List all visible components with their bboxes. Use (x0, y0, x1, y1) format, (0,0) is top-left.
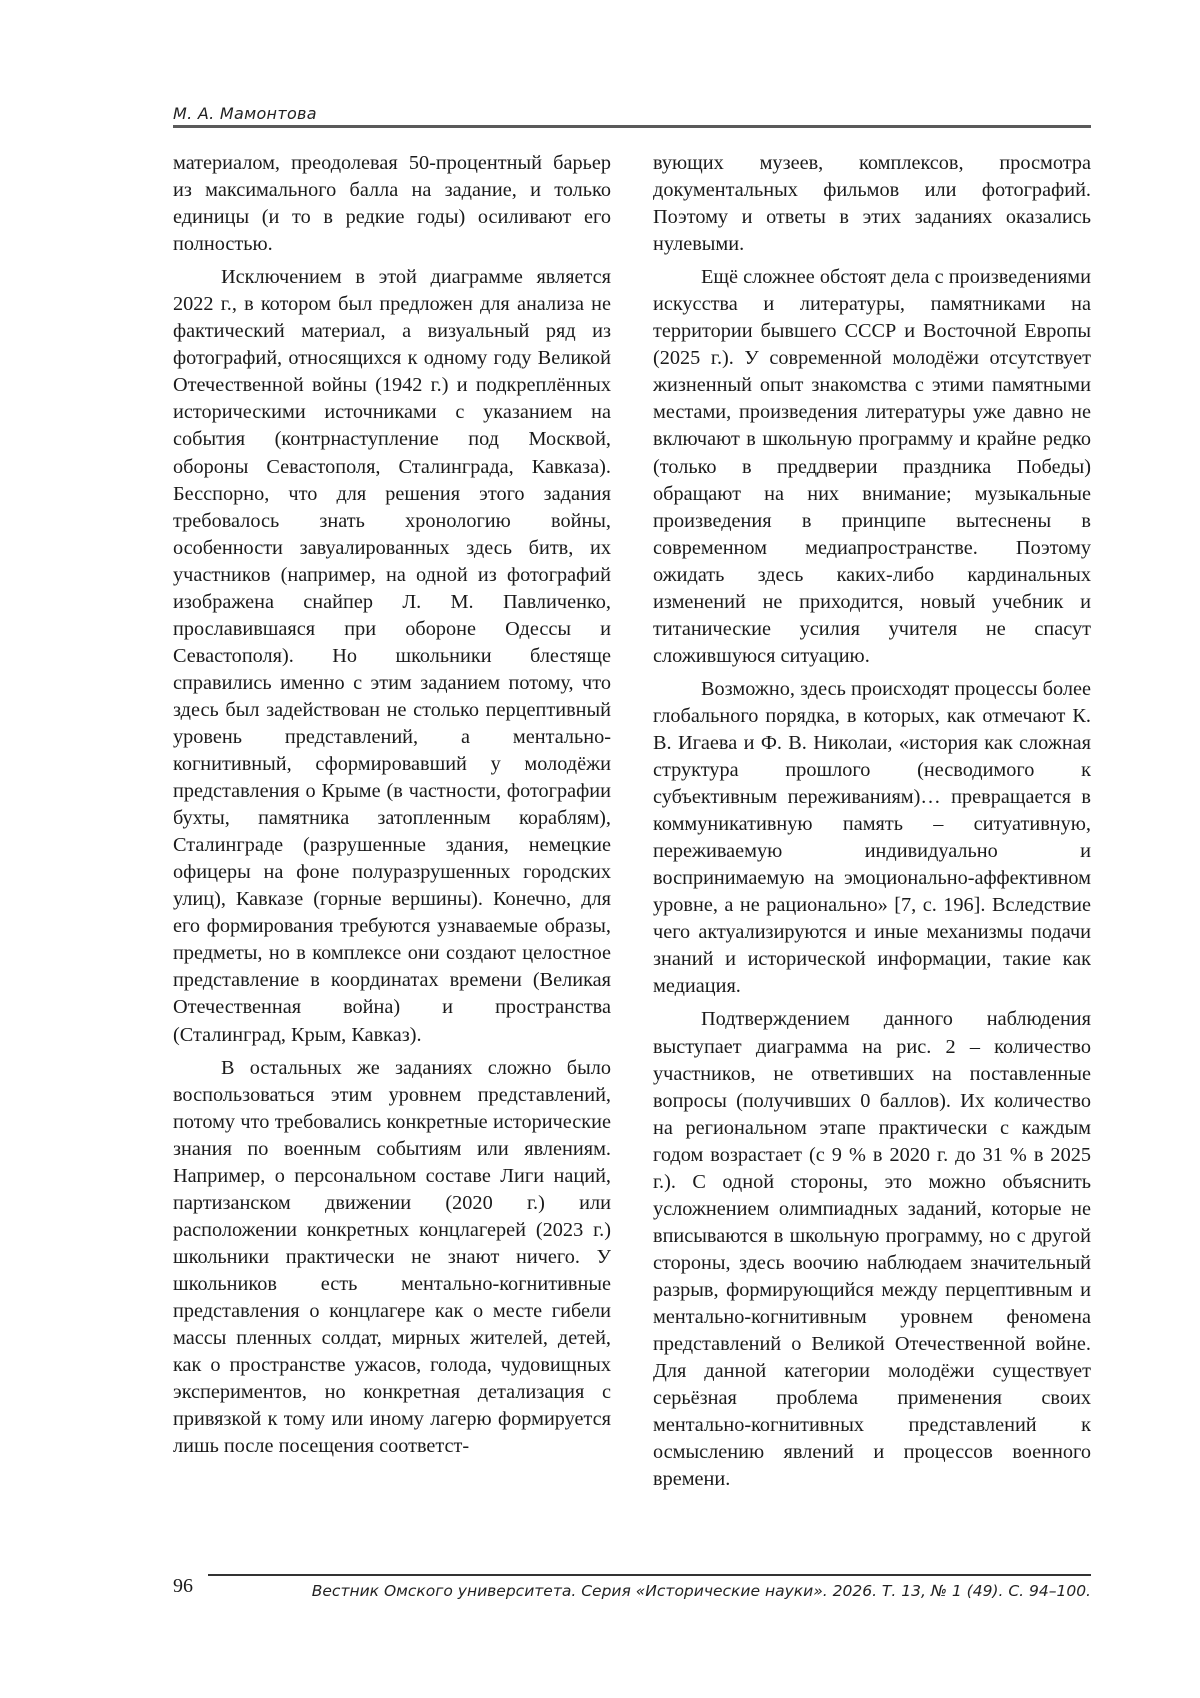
right-column (653, 150, 1091, 1499)
paragraph: В остальных же заданиях сложно было воспользоваться этим уровнем представлений, потому что требовались конкретные исторические знания по военным событиям или явлениям. Например, о персональном составе Лиги наций, партизанском движении (2020 г.) или расположении конкретных концлагерей (2023 г.) школьники практически не знают ничего. У школьников есть ментально-когнитивные представления о концлагере как о месте гибели массы пленных солдат, мирных жителей, детей, как о пространстве ужасов, голода, чудовищных экспериментов, но конкретная детализация с привязкой к тому или иному лагерю формируется лишь после посещения соответст- (173, 1056, 611, 1458)
header-divider (173, 125, 1091, 128)
paragraph: вующих музеев, комплексов, просмотра документальных фильмов или фотографий. Поэтому и ответы в этих заданиях оказались нулевыми. (653, 152, 1091, 256)
journal-citation: Вестник Омского университета. Серия «Исторические науки». 2026. Т. 13, № 1 (49). С. 94–100. (311, 1582, 1091, 1600)
running-header-author: М. А. Мамонтова (173, 104, 317, 123)
page-number: 96 (173, 1575, 193, 1597)
left-column (173, 150, 611, 1466)
paragraph: Подтверждением данного наблюдения выступает диаграмма на рис. 2 – количество участников, не ответивших на поставленные вопросы (получивших 0 баллов). Их количество на региональном этапе практически с каждым годом возрастает (с 9 % в 2020 г. до 31 % в 2025 г.). С одной стороны, это можно объяснить усложнением олимпиадных заданий, которые не вписываются в школьную программу, но с другой стороны, здесь воочию наблюдаем значительный разрыв, формирующийся между перцептивным и ментально-когнитивным уровнем феномена представлений о Великой Отечественной войне. Для данной категории молодёжи существует серьёзная проблема применения своих ментально-когнитивных представлений к осмыслению явлений и процессов военного времени. (653, 1008, 1091, 1491)
footer-divider (208, 1574, 1091, 1576)
paragraph: Ещё сложнее обстоят дела с произведениями искусства и литературы, памятниками на территории бывшего СССР и Восточной Европы (2025 г.). У современной молодёжи отсутствует жизненный опыт знакомства с этими памятными местами, произведения литературы уже давно не включают в школьную программу и крайне редко (только в преддверии праздника Победы) обращают на них внимание; музыкальные произведения в принципе вытеснены в современном медиапространстве. Поэтому ожидать здесь каких-либо кардинальных изменений не приходится, новый учебник и титанические усилия учителя не спасут сложившуюся ситуацию. (653, 266, 1091, 667)
paragraph: Исключением в этой диаграмме является 2022 г., в котором был предложен для анализа не фактический материал, а визуальный ряд из фотографий, относящихся к одному году Великой Отечественной войны (1942 г.) и подкреплённых историческими источниками с указанием на события (контрнаступление под Москвой, обороны Севастополя, Сталинграда, Кавказа). Бесспорно, что для решения этого задания требовалось знать хронологию войны, особенности завуалированных здесь битв, их участников (например, на одной из фотографий изображена снайпер Л. М. Павличенко, прославившаяся при обороне Одессы и Севастополя). Но школьники блестяще справились именно с этим заданием потому, что здесь был задействован не столько перцептивный уровень представлений, а ментально-когнитивный, сформировавший у молодёжи представления о Крыме (в частности, фотографии бухты, памятника затопленным кораблям), Сталинграде (разрушенные здания, немецкие офицеры на фоне полуразрушенных городских улиц), Кавказе (горные вершины). Конечно, для его формирования требуются узнаваемые образы, предметы, но в комплексе они создают целостное представление в координатах времени (Великая Отечественная война) и пространства (Сталинград, Крым, Кавказ). (173, 266, 611, 1046)
paragraph: материалом, преодолевая 50-процентный барьер из максимального балла на задание, и только единицы (и то в редкие годы) осиливают его полностью. (173, 152, 611, 256)
paragraph: Возможно, здесь происходят процессы более глобального порядка, в которых, как отмечают К. В. Игаева и Ф. В. Николаи, «история как сложная структура прошлого (несводимого к субъективным переживаниям)… превращается в коммуникативную память – ситуативную, переживаемую индивидуально и воспринимаемую на эмоционально-аффективном уровне, а не рационально» [7, с. 196]. Вследствие чего актуализируются и иные механизмы подачи знаний и исторической информации, такие как медиация. (653, 677, 1091, 998)
